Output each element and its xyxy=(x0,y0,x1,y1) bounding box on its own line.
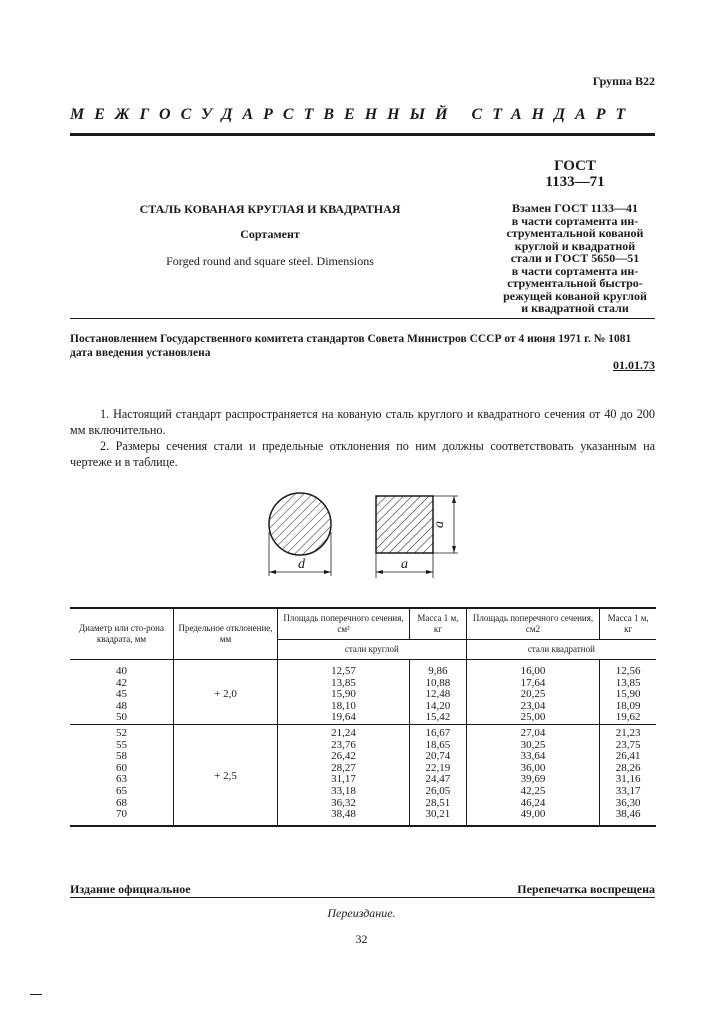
replaces-line: в части сортамента ин- xyxy=(511,213,639,228)
round-section xyxy=(269,493,331,576)
square-side-label-horizontal: a xyxy=(401,557,408,572)
cell-mass-square: 12,56 xyxy=(600,660,656,678)
document-title: СТАЛЬ КОВАНАЯ КРУГЛАЯ И КВАДРАТНАЯ xyxy=(139,202,401,216)
cell-mass-round: 22,19 xyxy=(410,763,467,775)
cell-area-square: 16,00 xyxy=(466,660,600,678)
replaces-line: и квадратной стали xyxy=(521,301,629,315)
introduction-date: 01.01.73 xyxy=(613,358,655,372)
cell-area-square: 46,24 xyxy=(466,798,600,810)
cell-size: 50 xyxy=(70,712,174,724)
header-area-round: Площадь поперечного сечения, см² xyxy=(278,608,410,640)
header-rule xyxy=(70,133,655,136)
cell-size: 68 xyxy=(70,798,174,810)
cell-size: 63 xyxy=(70,774,174,786)
cell-area-round: 28,27 xyxy=(278,763,410,775)
cell-size: 65 xyxy=(70,786,174,798)
reissue-note: Переиздание. xyxy=(327,906,396,920)
page-number: 32 xyxy=(355,932,368,946)
cell-area-square: 39,69 xyxy=(466,774,600,786)
cell-mass-round: 16,67 xyxy=(410,724,467,739)
cell-tolerance: + 2,5 xyxy=(174,724,278,825)
cell-mass-round: 30,21 xyxy=(410,809,467,826)
cell-mass-round: 15,42 xyxy=(410,712,467,724)
reprint-prohibited-label: Перепечатка воспрещена xyxy=(517,882,655,896)
cell-area-square: 42,25 xyxy=(466,786,600,798)
cell-mass-round: 26,05 xyxy=(410,786,467,798)
cell-area-round: 36,32 xyxy=(278,798,410,810)
gost-number: 1133—71 xyxy=(545,174,605,190)
square-section xyxy=(376,496,458,578)
dimensions-table xyxy=(70,607,656,827)
paragraph-2: 2. Размеры сечения стали и предельные отклонения по ним должны соответствовать указанным на чертеже и в таблице. xyxy=(70,439,655,469)
replaces-line: струментальной быстро- xyxy=(507,276,643,290)
footer-rule xyxy=(70,897,655,898)
cell-area-round: 26,42 xyxy=(278,751,410,763)
cell-mass-square: 18,09 xyxy=(600,701,656,713)
header-area-square: Площадь поперечного сечения, см2 xyxy=(466,608,600,640)
cell-mass-square: 19,62 xyxy=(600,712,656,724)
cell-area-square: 20,25 xyxy=(466,689,600,701)
cell-area-round: 33,18 xyxy=(278,786,410,798)
cell-area-round: 18,10 xyxy=(278,701,410,713)
group-code: Группа В22 xyxy=(592,74,655,88)
cell-mass-square: 36,30 xyxy=(600,798,656,810)
cell-mass-square: 38,46 xyxy=(600,809,656,826)
cell-size: 45 xyxy=(70,689,174,701)
cell-area-round: 13,85 xyxy=(278,678,410,690)
document-subtitle: Сортамент xyxy=(240,227,300,241)
cell-tolerance: + 2,0 xyxy=(174,660,278,725)
cell-mass-round: 20,74 xyxy=(410,751,467,763)
cell-area-square: 49,00 xyxy=(466,809,600,826)
replaces-line: Взамен ГОСТ 1133—41 xyxy=(511,201,639,215)
header-square-steel: стали квадратной xyxy=(466,640,656,660)
corner-mark xyxy=(30,994,42,995)
cell-size: 70 xyxy=(70,809,174,826)
replaces-line: стали и ГОСТ 5650—51 xyxy=(510,251,640,265)
cell-area-square: 23,04 xyxy=(466,701,600,713)
header-mass-square: Масса 1 м, кг xyxy=(600,608,656,640)
cell-mass-round: 14,20 xyxy=(410,701,467,713)
cell-area-round: 19,64 xyxy=(278,712,410,724)
cell-area-round: 38,48 xyxy=(278,809,410,826)
cell-area-square: 33,64 xyxy=(466,751,600,763)
cell-mass-square: 26,41 xyxy=(600,751,656,763)
cell-size: 48 xyxy=(70,701,174,713)
cell-mass-round: 12,48 xyxy=(410,689,467,701)
cell-mass-round: 24,47 xyxy=(410,774,467,786)
paragraph-1: 1. Настоящий стандарт распространяется на кованую сталь круглого и квадратного сечения от 40 до 200 мм включительно. xyxy=(70,407,655,437)
cell-mass-square: 31,16 xyxy=(600,774,656,786)
cell-mass-round: 18,65 xyxy=(410,740,467,752)
square-side-label-vertical: a xyxy=(432,521,447,528)
cell-size: 55 xyxy=(70,740,174,752)
cell-mass-round: 10,88 xyxy=(410,678,467,690)
cell-area-square: 36,00 xyxy=(466,763,600,775)
cell-area-square: 25,00 xyxy=(466,712,600,724)
round-dimension-label: d xyxy=(298,557,305,572)
cell-size: 60 xyxy=(70,763,174,775)
official-edition-label: Издание официальное xyxy=(70,882,191,896)
gost-label: ГОСТ xyxy=(554,158,596,174)
header-round-steel: стали круглой xyxy=(278,640,467,660)
decree-text: Постановлением Государственного комитета стандартов Совета Министров СССР от 4 июня 1971 г. № 1081 дата введения установлена xyxy=(70,333,632,359)
replaces-line: струментальной кованой xyxy=(506,226,644,240)
cell-mass-round: 28,51 xyxy=(410,798,467,810)
header-tolerance: Предельное отклонение, мм xyxy=(174,608,278,660)
cross-section-drawing xyxy=(250,488,480,580)
cell-size: 42 xyxy=(70,678,174,690)
cell-area-square: 17,64 xyxy=(466,678,600,690)
replaces-line: режущей кованой круглой xyxy=(503,288,647,303)
english-title: Forged round and square steel. Dimensions xyxy=(166,254,374,268)
cell-area-round: 12,57 xyxy=(278,660,410,678)
gost-block xyxy=(500,158,650,315)
cell-mass-square: 33,17 xyxy=(600,786,656,798)
decree-rule xyxy=(70,318,655,319)
cell-size: 58 xyxy=(70,751,174,763)
cell-area-square: 30,25 xyxy=(466,740,600,752)
cell-mass-round: 9,86 xyxy=(410,660,467,678)
cell-area-square: 27,04 xyxy=(466,724,600,739)
interstate-standard-heading: МЕЖГОСУДАРСТВЕННЫЙ СТАНДАРТ xyxy=(70,106,636,123)
header-mass-round: Масса 1 м, кг xyxy=(410,608,467,640)
cell-mass-square: 15,90 xyxy=(600,689,656,701)
cell-mass-square: 23,75 xyxy=(600,740,656,752)
cell-size: 40 xyxy=(70,660,174,678)
cell-area-round: 31,17 xyxy=(278,774,410,786)
header-diameter: Диаметр или сто-рона квадрата, мм xyxy=(70,608,174,660)
cell-mass-square: 21,23 xyxy=(600,724,656,739)
cell-area-round: 21,24 xyxy=(278,724,410,739)
replaces-line: в части сортамента ин- xyxy=(511,263,639,278)
cell-mass-square: 13,85 xyxy=(600,678,656,690)
cell-area-round: 15,90 xyxy=(278,689,410,701)
cell-size: 52 xyxy=(70,724,174,739)
cell-mass-square: 28,26 xyxy=(600,763,656,775)
cell-area-round: 23,76 xyxy=(278,740,410,752)
replaces-line: круглой и квадратной xyxy=(514,238,636,253)
